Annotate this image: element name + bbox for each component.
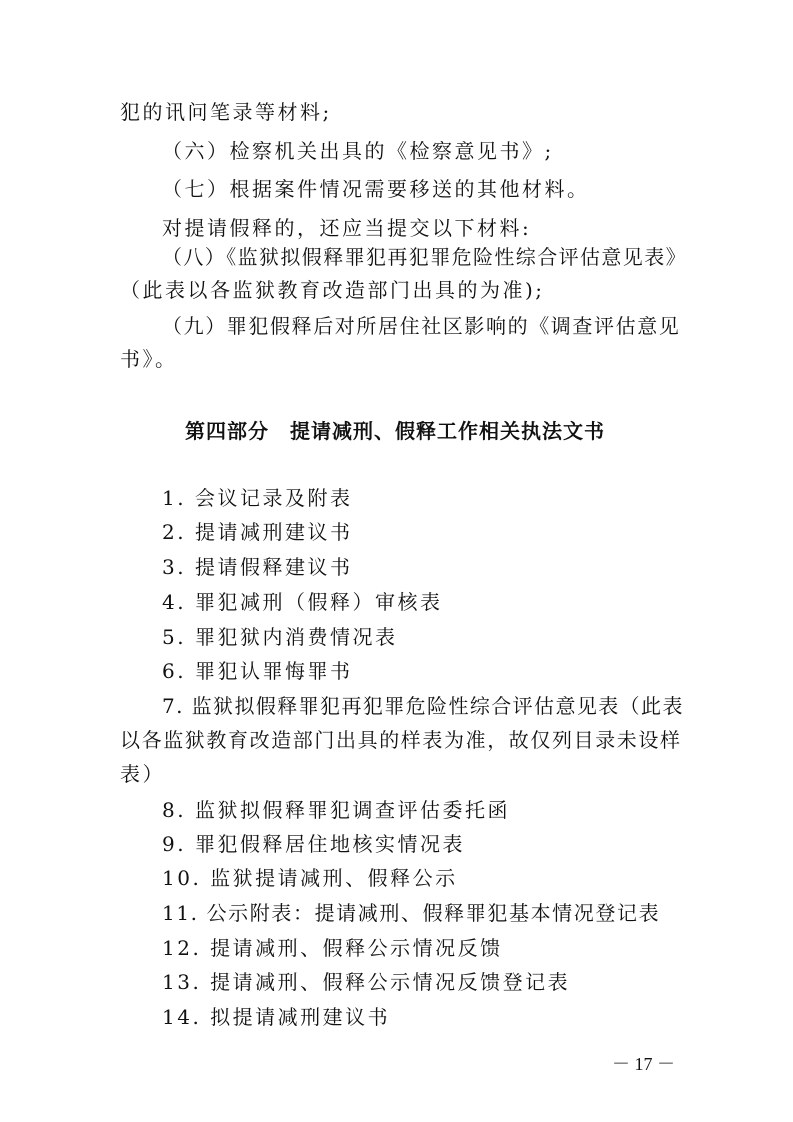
text-line: （六）检察机关出具的《检察意见书》; bbox=[162, 139, 554, 163]
page-number: － 17 － bbox=[612, 1054, 675, 1074]
list-item: 10. 监狱提请减刑、假释公示 bbox=[162, 866, 458, 890]
text-line: 对提请假释的，还应当提交以下材料: bbox=[162, 216, 532, 240]
list-item: 14. 拟提请减刑建议书 bbox=[162, 1005, 391, 1029]
list-item: 8. 监狱拟假释罪犯调查评估委托函 bbox=[162, 798, 510, 822]
list-item: 12. 提请减刑、假释公示情况反馈 bbox=[162, 936, 503, 960]
section-title: 第四部分 提请减刑、假释工作相关执法文书 bbox=[185, 419, 605, 443]
list-item: 2. 提请减刑建议书 bbox=[162, 520, 353, 544]
text-line: （七）根据案件情况需要移送的其他材料。 bbox=[162, 177, 590, 201]
list-item: 4. 罪犯减刑（假释）审核表 bbox=[162, 590, 443, 614]
text-line: （此表以各监狱教育改造部门出具的为准); bbox=[120, 278, 545, 302]
list-item: 以各监狱教育改造部门出具的样表为准，故仅列目录未设样 bbox=[120, 728, 682, 752]
list-item: 13. 提请减刑、假释公示情况反馈登记表 bbox=[162, 970, 571, 994]
list-item: 11. 公示附表：提请减刑、假释罪犯基本情况登记表 bbox=[162, 901, 661, 925]
text-line: 犯的讯问笔录等材料; bbox=[120, 100, 332, 124]
text-line: （九）罪犯假释后对所居住社区影响的《调查评估意见 bbox=[162, 314, 681, 338]
text-line: （八）《监狱拟假释罪犯再犯罪危险性综合评估意见表》 bbox=[162, 245, 687, 269]
text-line: 书》。 bbox=[120, 347, 178, 371]
list-item: 3. 提请假释建议书 bbox=[162, 555, 353, 579]
list-item: 表） bbox=[120, 762, 165, 786]
list-item: 9. 罪犯假释居住地核实情况表 bbox=[162, 832, 465, 856]
list-item: 1. 会议记录及附表 bbox=[162, 486, 353, 510]
list-item: 6. 罪犯认罪悔罪书 bbox=[162, 659, 353, 683]
list-item: 7. 监狱拟假释罪犯再犯罪危险性综合评估意见表（此表 bbox=[162, 694, 684, 718]
list-item: 5. 罪犯狱内消费情况表 bbox=[162, 625, 398, 649]
